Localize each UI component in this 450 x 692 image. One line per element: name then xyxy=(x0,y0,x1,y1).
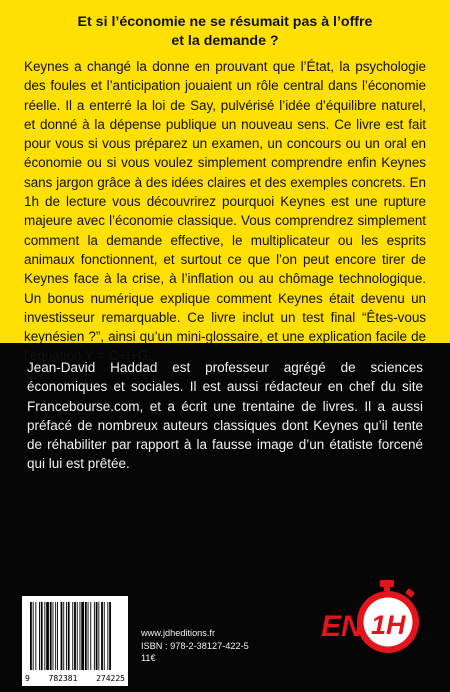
en-1h-logo xyxy=(315,578,433,656)
stopwatch-side-button xyxy=(405,588,415,598)
isbn-barcode xyxy=(22,596,128,686)
barcode-bar xyxy=(46,602,49,670)
barcode-bar xyxy=(96,602,98,670)
publisher-info xyxy=(141,627,249,665)
barcode-bar xyxy=(104,602,105,670)
barcode-digits xyxy=(22,674,128,683)
barcode-bar xyxy=(90,602,91,670)
barcode-bar xyxy=(80,602,81,670)
barcode-bar xyxy=(85,602,87,670)
headline-line-2: et la demande ? xyxy=(171,33,279,49)
logo-text-en: EN xyxy=(321,610,363,643)
logo-text-1h: 1H xyxy=(371,610,406,640)
barcode-bar xyxy=(74,602,76,670)
isbn-text: ISBN : 978-2-38127-422-5 xyxy=(141,640,249,651)
barcode-digit-left-group: 782381 xyxy=(48,674,78,683)
barcode-bar xyxy=(101,602,103,670)
barcode-bar xyxy=(39,602,40,670)
barcode-bar xyxy=(55,602,56,670)
barcode-bar xyxy=(44,602,45,670)
barcode-bar xyxy=(107,602,108,670)
headline-line-1: Et si l’économie ne se résumait pas à l’offre xyxy=(77,14,373,30)
barcode-bar xyxy=(109,602,111,670)
author-bio: Jean-David Haddad est professeur agrégé de sciences économiques et sociales. Il est aussi rédacteur en chef du site Francebourse.com, et a écrit une trentaine de livres. Il a aussi préfacé de nombreux auteurs classiques dont Keynes qu’il tente de réhabiliter par rapport à la fausse image d’un étatiste forcené qui lui est prêtée. xyxy=(27,360,423,472)
barcode-bar xyxy=(61,602,63,670)
barcode-bar xyxy=(41,602,43,670)
barcode-bar xyxy=(53,602,54,670)
barcode-bar xyxy=(77,602,78,670)
barcode-bar xyxy=(98,602,99,670)
barcode-bar xyxy=(81,602,84,670)
book-blurb: Keynes a changé la donne en prouvant que l’État, la psychologie des foules et l’anticipation jouaient un rôle central dans l’économie réelle. Il a enterré la loi de Say, pulvérisé l’idée d’équilibre naturel, et donné à la dépense publique un nouveau sens. Ce livre est fait pour vous si vous préparez un examen, un concours ou un oral en économie ou si vous voulez simplement comprendre enfin Keynes sans jargon grâce à des idées claires et des exemples concrets. En 1h de lecture vous découvrirez pourquoi Keynes est une rupture majeure avec l’économie classique. Vous comprendrez simplement comment la demande effective, le multiplicateur ou les esprits animaux fonctionnent, et surtout ce que l’on peut encore tirer de Keynes face à la crise, à l’inflation ou au chômage technologique. Un bonus numérique explique comment Keynes était devenu un investisseur remarquable. Ce livre inclut un test final “Êtes-vous keynésien ?”, ainsi qu’un mini-glossaire, et une explication facile de l’équation Y = C+I+G. xyxy=(24,59,426,364)
barcode-digit-first: 9 xyxy=(25,674,30,683)
barcode-bar xyxy=(66,602,67,670)
barcode-digit-right-group: 274225 xyxy=(96,674,125,683)
barcode-bar xyxy=(30,602,32,670)
barcode-bars xyxy=(22,596,128,674)
barcode-bar xyxy=(63,602,64,670)
barcode-bar xyxy=(57,602,58,670)
barcode-bar xyxy=(94,602,95,670)
stopwatch-stem xyxy=(384,586,390,591)
barcode-bar xyxy=(33,602,34,670)
barcode-bar xyxy=(68,602,70,670)
stopwatch-crown xyxy=(380,580,394,587)
barcode-bar xyxy=(72,602,73,670)
price: 11€ xyxy=(141,653,156,664)
headline xyxy=(24,13,426,51)
publisher-website: www.jdheditions.fr xyxy=(141,628,216,638)
barcode-bar xyxy=(50,602,52,670)
barcode-bar xyxy=(88,602,89,670)
barcode-bar xyxy=(35,602,36,670)
